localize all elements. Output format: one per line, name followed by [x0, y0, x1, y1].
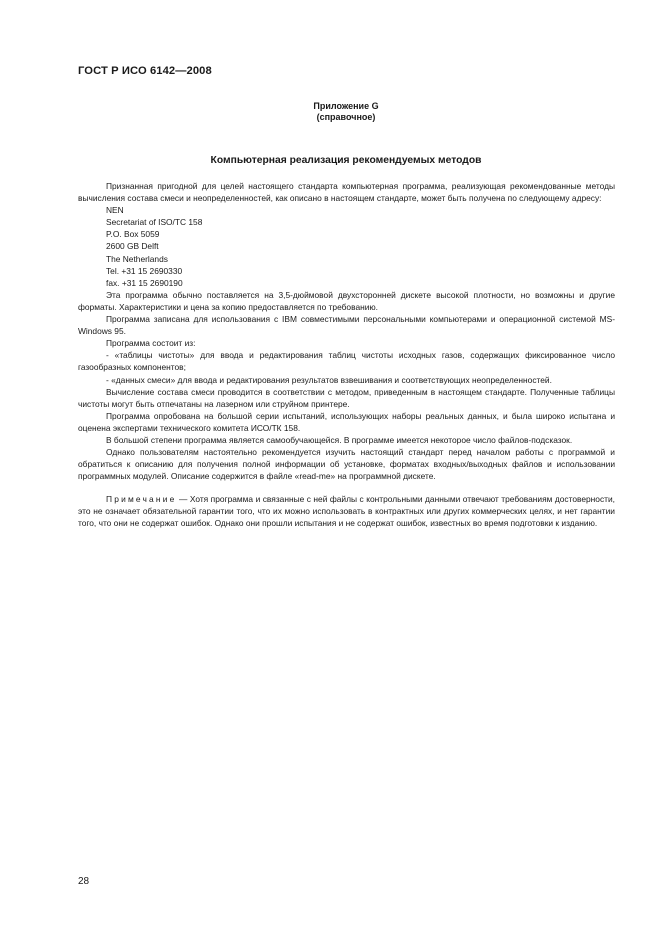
- floppy-paragraph: Эта программа обычно поставляется на 3,5-дюймовой двухсторонней дискете высокой плотности, но возможны и другие форматы. Характеристики и цена за копию предоставляется по требованию.: [78, 289, 615, 312]
- list-item: - «таблицы чистоты» для ввода и редактирования таблиц чистоты исходных газов, содержащих фиксированное число газообразных компонентов;: [78, 350, 615, 373]
- note-text: — Хотя программа и связанные с ней файлы с контрольными данными отвечают требованиям достоверности, это не означает обязательной гарантии того, что их можно использовать в контрактных или других коммерческих целях, и нет гарантии того, что они не содержат ошибок. Однако они прошли испытания и не содержат ошибок, известных во время подготовки к изданию.: [78, 494, 615, 529]
- calc-paragraph: Вычисление состава смеси проводится в соответствии с методом, приведенным в настоящем стандарте. Полученные таблицы чистоты могут быть отпечатаны на лазерном или струйном принтере.: [78, 386, 615, 409]
- body-text: [78, 180, 615, 529]
- note-label: Примечание: [106, 494, 177, 505]
- tested-paragraph: Программа опробована на большой серии испытаний, использующих наборы реальных данных, и была широко испытана и оценена экспертами технического комитета ИСО/ТК 158.: [78, 410, 615, 433]
- ibm-paragraph: Программа записана для использования с IBM совместимыми персональными компьютерами и операционной системой MS-Windows 95.: [78, 314, 615, 337]
- page-number: 28: [78, 876, 90, 887]
- address-line: Secretariat of ISO/TC 158: [106, 217, 203, 228]
- address-line: The Netherlands: [106, 253, 168, 264]
- address-line: NEN: [106, 205, 124, 216]
- address-line: fax. +31 15 2690190: [106, 277, 183, 288]
- intro-paragraph: Признанная пригодной для целей настоящего стандарта компьютерная программа, реализующая рекомендованные методы вычисления состава смеси и неопределенностей, как описано в настоящем стандарте, может быть получена по следующему адресу:: [78, 181, 615, 204]
- address-line: Tel. +31 15 2690330: [106, 265, 183, 276]
- address-line: 2600 GB Delft: [106, 241, 159, 252]
- address-block: [106, 204, 615, 289]
- note-paragraph: [78, 493, 615, 529]
- annex-title: Приложение G: [313, 101, 379, 111]
- users-paragraph: Однако пользователям настоятельно рекомендуется изучить настоящий стандарт перед началом работы с программой и обратиться к описанию для получения полной информации об установке, форматах входных/выходных файлов и использовании программных модулей. Описание содержится в файле «read-me» на программной дискете.: [78, 447, 615, 482]
- address-line: P.O. Box 5059: [106, 229, 160, 240]
- consists-paragraph: Программа состоит из:: [106, 338, 196, 349]
- section-title: Компьютерная реализация рекомендуемых методов: [210, 155, 482, 166]
- self-learning-paragraph: В большой степени программа является самообучающейся. В программе имеется некоторое число файлов-подсказок.: [106, 434, 573, 445]
- annex-subtitle: (справочное): [316, 112, 376, 122]
- list-item: - «данных смеси» для ввода и редактирования результатов взвешивания и соответствующих неопределенностей.: [106, 374, 552, 385]
- annex-heading: [78, 101, 614, 123]
- document-header: ГОСТ Р ИСО 6142—2008: [78, 65, 212, 77]
